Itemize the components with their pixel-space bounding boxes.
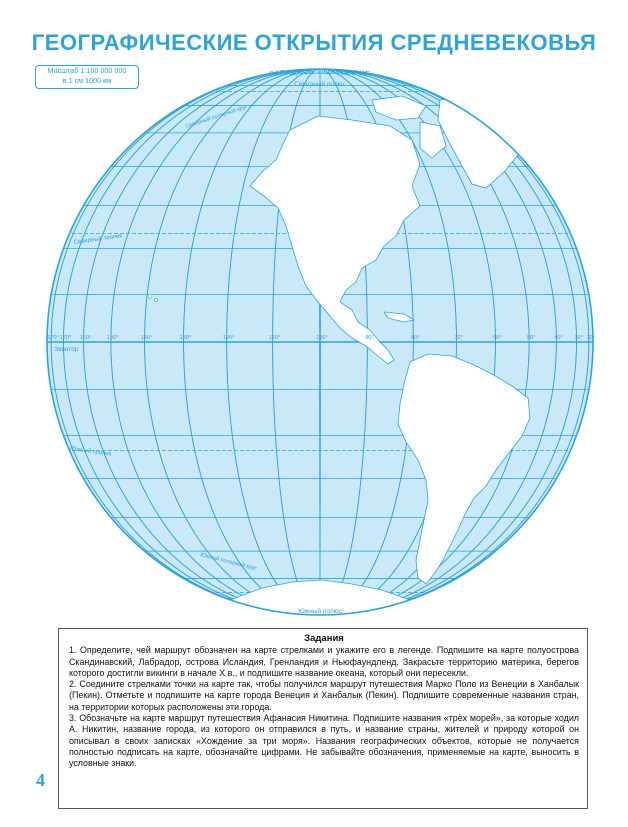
scale-distance: в 1 см 1000 км <box>62 76 112 85</box>
tropic-south-label: Южный тропик <box>69 446 112 458</box>
longitude-label: 60° <box>493 335 502 341</box>
longitude-label: 110° <box>269 335 281 341</box>
task-2: 2. Соедините стрелками точки на карте так, чтобы получился маршрут путешествия Марко Поло из Венеции в Ханбалык (Пекин). Отметьте и подпишите на карте города Венеция и Ханбалык (Пекин). Подпишите современные названия стран, на территории которых расположены эти города. <box>69 679 579 712</box>
longitude-label: 50° <box>526 335 536 341</box>
task-1: 1. Определите, чей маршрут обозначен на карте стрелками и укажите его в легенде. Подпишите на карте полуострова Скандинавский, Лабрадор, острова Исландия, Гренландия и Ньюфаундленд. Закрасьте территорию материка, берегов которого достигли викинги в начале X в., и подпишите название океана, который они пересекли. <box>69 645 579 678</box>
longitude-label: 140° <box>140 335 153 341</box>
longitude-label: 130° <box>179 335 192 341</box>
longitude-label: 160° <box>79 335 92 341</box>
map-scale <box>35 65 139 89</box>
pacific-island <box>148 294 152 298</box>
longitude-label: 40° <box>554 335 563 341</box>
antarctic-circle-label: Южный полярный круг <box>199 552 258 572</box>
page-number: 4 <box>36 770 45 790</box>
longitude-label: 120° <box>222 335 235 341</box>
north-pole-label: Северный полюс <box>294 81 346 88</box>
longitude-label: 70° <box>454 335 463 341</box>
equator-label: Экватор <box>54 346 79 353</box>
longitude-label: 20° <box>586 335 596 341</box>
south-pole-label: Южный полюс <box>298 608 342 615</box>
pacific-island <box>155 299 158 302</box>
longitude-label: 150° <box>107 335 119 341</box>
task-3: 3. Обозначьте на карте маршрут путешествия Афанасия Никитина. Подпишите названия «трёх морей», за которые ходил А. Никитин, название города, из которого он отправился в путь, и название страны, жителей и природу которой он описывал в своих записках «Хождение за три моря». Названия географических объектов, которые не получается полностью подписать на карте, обозначайте цифрами. Не забывайте обозначения, применяемые на карте, выносить в условные знаки. <box>69 713 579 769</box>
longitude-label: 170° <box>59 335 72 341</box>
tasks-heading: Задания <box>304 633 344 644</box>
page-title: ГЕОГРАФИЧЕСКИЕ ОТКРЫТИЯ СРЕДНЕВЕКОВЬЯ <box>31 30 597 55</box>
tasks-box <box>58 628 588 809</box>
longitude-label: 30° <box>574 335 583 341</box>
longitude-label: 90° <box>365 335 374 341</box>
arctic-circle-label: Северный полярный круг <box>184 104 248 130</box>
tropic-north-label: Северный тропик <box>73 233 123 246</box>
longitude-label: 100° <box>316 335 328 341</box>
hemisphere-label: ЗАПАДНОЕ ПОЛУШАРИЕ <box>269 66 371 79</box>
scale-ratio: Масштаб 1:100 000 000 <box>47 66 127 75</box>
longitude-label: 170° <box>47 335 59 341</box>
western-hemisphere-map <box>0 60 628 630</box>
longitude-label: 80° <box>411 335 420 341</box>
